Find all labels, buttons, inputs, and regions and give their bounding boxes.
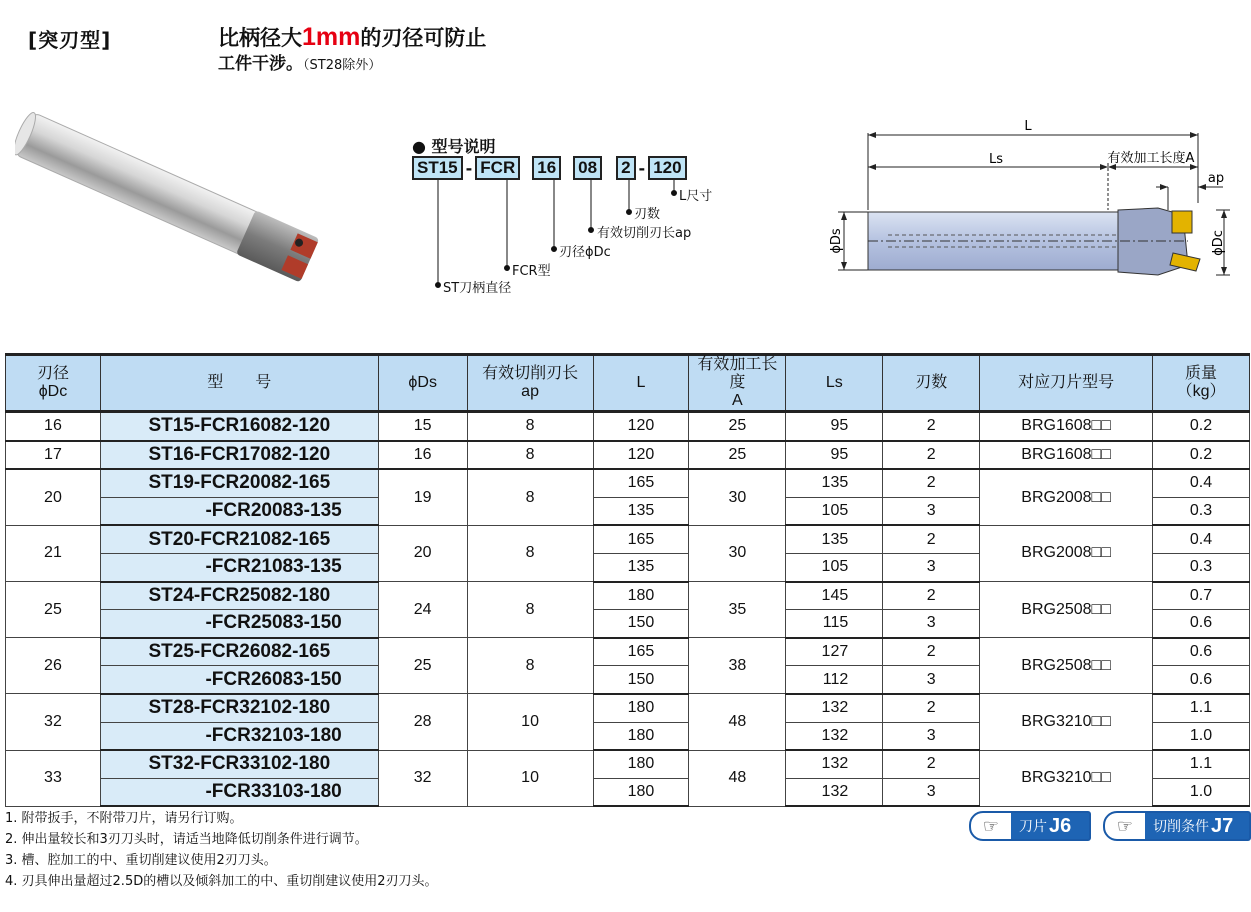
col-model: 型 号: [100, 355, 378, 412]
cell-insert: BRG2008□□: [980, 469, 1153, 525]
cell-l: 180: [593, 778, 689, 806]
cell-ds: 24: [378, 582, 467, 638]
cell-mass: 1.0: [1153, 778, 1250, 806]
code-ap: 08: [573, 156, 602, 180]
table-row: [6, 750, 1250, 778]
cell-flutes: 3: [883, 497, 980, 525]
cell-ls: 135: [786, 469, 883, 497]
cell-ls: 95: [786, 412, 883, 441]
cell-l: 180: [593, 750, 689, 778]
cell-model: ST19-FCR20082-165: [100, 469, 378, 497]
cell-ds: 32: [378, 750, 467, 806]
cell-ds: 20: [378, 525, 467, 581]
cell-flutes: 3: [883, 666, 980, 694]
cell-mass: 0.6: [1153, 666, 1250, 694]
cell-dc: 32: [6, 694, 101, 750]
cell-insert: BRG3210□□: [980, 750, 1153, 806]
cell-l: 165: [593, 469, 689, 497]
cell-l: 150: [593, 610, 689, 638]
cell-flutes: 3: [883, 610, 980, 638]
cell-l: 120: [593, 441, 689, 470]
cell-a: 30: [689, 469, 786, 525]
cell-mass: 0.7: [1153, 582, 1250, 610]
cell-mass: 0.2: [1153, 441, 1250, 470]
cell-flutes: 2: [883, 525, 980, 553]
cell-flutes: 2: [883, 412, 980, 441]
cell-dc: 33: [6, 750, 101, 806]
cell-a: 35: [689, 582, 786, 638]
cell-insert: BRG3210□□: [980, 694, 1153, 750]
dimension-diagram: [828, 115, 1238, 290]
cell-ds: 25: [378, 638, 467, 694]
cell-ls: 145: [786, 582, 883, 610]
cell-ls: 115: [786, 610, 883, 638]
cell-l: 150: [593, 666, 689, 694]
cell-ap: 8: [467, 525, 593, 581]
cell-model: -FCR32103-180: [100, 722, 378, 750]
cell-l: 180: [593, 722, 689, 750]
feature-highlight: 1mm: [302, 23, 361, 51]
label-fcr: FCR型: [512, 264, 551, 279]
cell-model: ST16-FCR17082-120: [100, 441, 378, 470]
cell-model: ST15-FCR16082-120: [100, 412, 378, 441]
feature-line-2: 工件干涉。（ST28除外）: [218, 54, 382, 74]
note-4: 4. 刃具伸出量超过2.5D的槽以及倾斜加工的中、重切削建议使用2刃刀头。: [5, 874, 438, 889]
cell-a: 48: [689, 750, 786, 806]
table-row: [6, 469, 1250, 497]
col-ap: 有效切削刃长 ap: [467, 355, 593, 412]
feature-line-1: 比柄径大1mm的刃径可防止: [218, 23, 487, 51]
cell-ap: 8: [467, 469, 593, 525]
cell-mass: 0.4: [1153, 469, 1250, 497]
notes: [5, 808, 438, 892]
cell-insert: BRG2008□□: [980, 525, 1153, 581]
cell-l: 165: [593, 525, 689, 553]
cell-model: ST25-FCR26082-165: [100, 638, 378, 666]
code-l: 120: [648, 156, 686, 180]
dim-ap: ap: [1207, 171, 1225, 186]
label-st: ST刀柄直径: [443, 281, 512, 296]
cell-l: 135: [593, 553, 689, 581]
cell-ls: 132: [786, 750, 883, 778]
model-code-example: ST15 - FCR 16 08 2 - 120: [412, 156, 687, 180]
cell-ap: 8: [467, 582, 593, 638]
cell-mass: 1.1: [1153, 750, 1250, 778]
note-1: 1. 附带扳手，不附带刀片，请另行订购。: [5, 811, 243, 826]
code-dc: 16: [532, 156, 561, 180]
spec-table: [5, 353, 1250, 807]
code-st: ST15: [412, 156, 463, 180]
col-flutes: 刃数: [883, 355, 980, 412]
dim-a: 有效加工长度A: [1107, 151, 1195, 166]
cell-l: 120: [593, 412, 689, 441]
table-row: [6, 525, 1250, 553]
code-flutes: 2: [616, 156, 635, 180]
cell-mass: 0.6: [1153, 638, 1250, 666]
cell-ap: 10: [467, 750, 593, 806]
col-insert: 对应刀片型号: [980, 355, 1153, 412]
col-ls: Ls: [786, 355, 883, 412]
cell-ls: 95: [786, 441, 883, 470]
cell-dc: 20: [6, 469, 101, 525]
table-row: [6, 582, 1250, 610]
cell-insert: BRG2508□□: [980, 582, 1153, 638]
cell-flutes: 3: [883, 722, 980, 750]
cell-model: -FCR25083-150: [100, 610, 378, 638]
cell-a: 38: [689, 638, 786, 694]
type-heading: [突刃型]: [28, 28, 112, 52]
cell-dc: 25: [6, 582, 101, 638]
cell-l: 135: [593, 497, 689, 525]
cell-mass: 0.4: [1153, 525, 1250, 553]
cell-flutes: 2: [883, 638, 980, 666]
cell-ls: 105: [786, 497, 883, 525]
cell-mass: 0.3: [1153, 497, 1250, 525]
cell-ls: 132: [786, 694, 883, 722]
note-2: 2. 伸出量较长和3刃刀头时，请适当地降低切削条件进行调节。: [5, 832, 368, 847]
dim-dc: ϕDc: [1211, 230, 1226, 256]
cell-ds: 16: [378, 441, 467, 470]
cell-ap: 8: [467, 638, 593, 694]
cell-l: 180: [593, 694, 689, 722]
cell-a: 30: [689, 525, 786, 581]
cell-dc: 26: [6, 638, 101, 694]
cell-flutes: 2: [883, 441, 980, 470]
cell-flutes: 2: [883, 750, 980, 778]
cell-ls: 132: [786, 722, 883, 750]
cell-l: 180: [593, 582, 689, 610]
cell-ds: 15: [378, 412, 467, 441]
cell-model: -FCR26083-150: [100, 666, 378, 694]
cell-insert: BRG1608□□: [980, 441, 1153, 470]
label-ap: 有效切削刃长ap: [597, 226, 692, 241]
ref-insert-button[interactable]: ☞ 刀片 J6: [969, 811, 1091, 841]
cell-flutes: 2: [883, 582, 980, 610]
cell-a: 48: [689, 694, 786, 750]
table-header-row: [6, 355, 1250, 412]
cell-dc: 16: [6, 412, 101, 441]
cell-mass: 1.1: [1153, 694, 1250, 722]
pointing-hand-icon: ☞: [971, 813, 1011, 839]
cell-ap: 8: [467, 441, 593, 470]
cell-dc: 21: [6, 525, 101, 581]
tool-photo: [15, 110, 345, 310]
cell-model: ST32-FCR33102-180: [100, 750, 378, 778]
label-flutes: 刃数: [634, 207, 661, 222]
label-dc: 刃径ϕDc: [559, 245, 611, 260]
table-row: [6, 441, 1250, 470]
cell-ls: 127: [786, 638, 883, 666]
col-ds: ϕDs: [378, 355, 467, 412]
cell-insert: BRG2508□□: [980, 638, 1153, 694]
cell-flutes: 3: [883, 778, 980, 806]
cell-ds: 28: [378, 694, 467, 750]
pointing-hand-icon: ☞: [1105, 813, 1145, 839]
cell-mass: 0.6: [1153, 610, 1250, 638]
cell-ap: 8: [467, 412, 593, 441]
table-row: [6, 638, 1250, 666]
cell-mass: 1.0: [1153, 722, 1250, 750]
dim-ls: Ls: [988, 152, 1004, 167]
cell-dc: 17: [6, 441, 101, 470]
ref-conditions-button[interactable]: ☞ 切削条件 J7: [1103, 811, 1251, 841]
cell-a: 25: [689, 441, 786, 470]
model-code-title: ● 型号说明: [412, 137, 496, 156]
cell-ls: 105: [786, 553, 883, 581]
cell-ap: 10: [467, 694, 593, 750]
cell-l: 165: [593, 638, 689, 666]
cell-insert: BRG1608□□: [980, 412, 1153, 441]
table-row: [6, 694, 1250, 722]
cell-mass: 0.2: [1153, 412, 1250, 441]
dim-l: L: [1024, 119, 1032, 134]
col-mass: 质量 （kg）: [1153, 355, 1250, 412]
cell-ls: 132: [786, 778, 883, 806]
cell-model: -FCR33103-180: [100, 778, 378, 806]
cell-ls: 112: [786, 666, 883, 694]
cell-flutes: 3: [883, 553, 980, 581]
table-row: [6, 412, 1250, 441]
cell-flutes: 2: [883, 694, 980, 722]
col-l: L: [593, 355, 689, 412]
dim-ds: ϕDs: [829, 228, 844, 254]
cell-a: 25: [689, 412, 786, 441]
col-dc: 刃径 ϕDc: [6, 355, 101, 412]
note-3: 3. 槽、腔加工的中、重切削建议使用2刃刀头。: [5, 853, 277, 868]
label-l: L尺寸: [679, 189, 713, 204]
cell-model: ST28-FCR32102-180: [100, 694, 378, 722]
col-a: 有效加工长度 A: [689, 355, 786, 412]
cell-mass: 0.3: [1153, 553, 1250, 581]
cell-model: -FCR20083-135: [100, 497, 378, 525]
code-fcr: FCR: [475, 156, 520, 180]
cell-flutes: 2: [883, 469, 980, 497]
cell-model: ST24-FCR25082-180: [100, 582, 378, 610]
cell-model: ST20-FCR21082-165: [100, 525, 378, 553]
cell-ls: 135: [786, 525, 883, 553]
cell-ds: 19: [378, 469, 467, 525]
cell-model: -FCR21083-135: [100, 553, 378, 581]
